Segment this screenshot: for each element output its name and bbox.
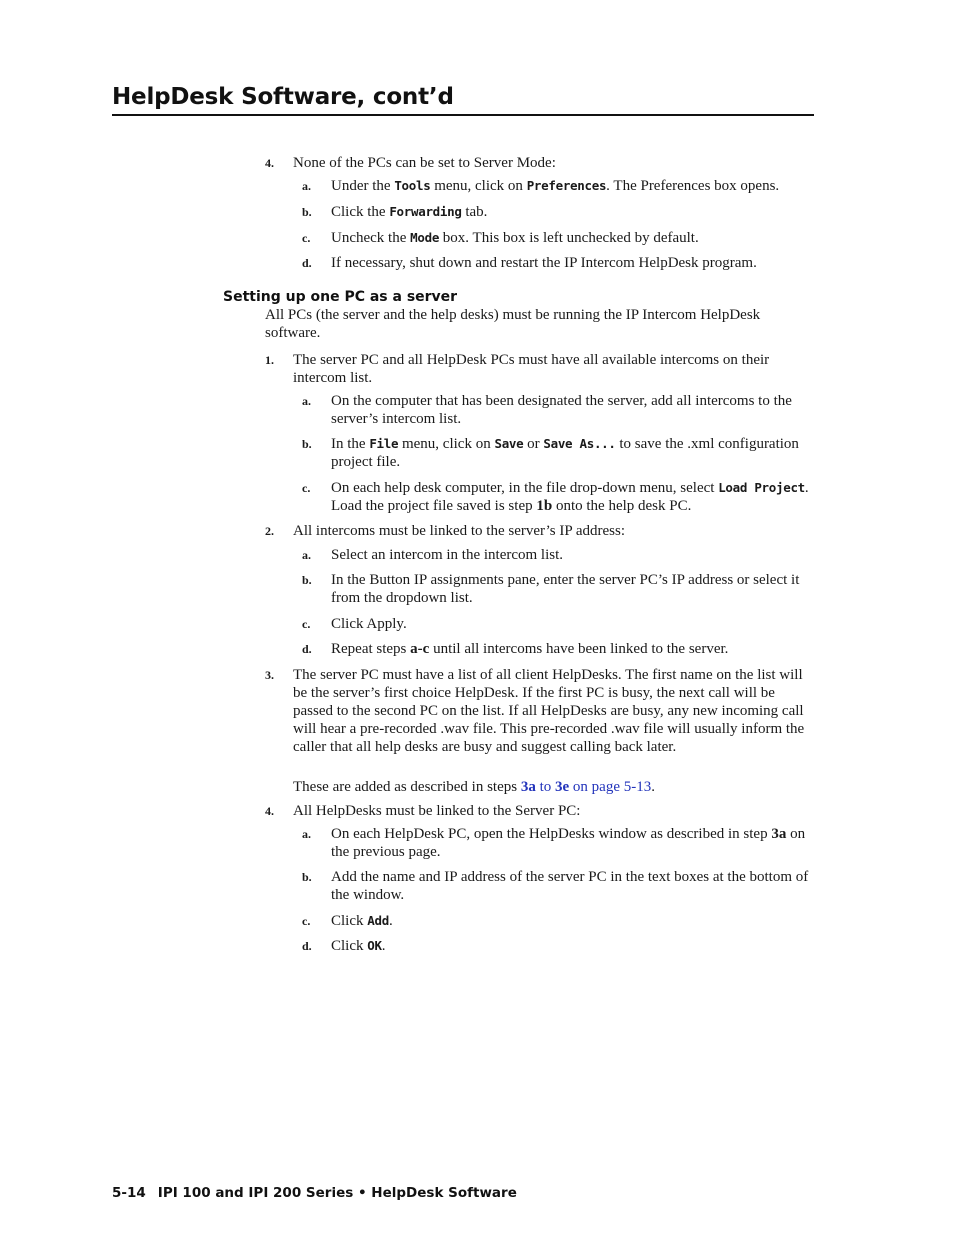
substep-letter: a. [302, 827, 311, 841]
substep-text: In the Button IP assignments pane, enter the server PC’s IP address or select it from the dropdown list. [331, 572, 800, 606]
substep-text: Add the name and IP address of the server PC in the text boxes at the bottom of the window. [331, 869, 809, 903]
step-text: The server PC must have a list of all client HelpDesks. The first name on the list will be the server’s first choice HelpDesk. If the first PC is busy, the next call will be passed to the second PC on the list. If all HelpDesks are busy, any new incoming call will hear a pre-recorded .wav file. This pre-recorded .wav file will usually inform the caller that all help desks are busy and suggest calling back later. [293, 667, 805, 755]
substep-letter: a. [302, 548, 311, 562]
step-number: 4. [265, 156, 274, 170]
substep-letter: a. [302, 394, 311, 408]
menu-save-label: Save [494, 436, 524, 451]
step-text: The server PC and all HelpDesk PCs must have all available intercoms on their intercom list. [293, 352, 770, 386]
substep-letter: a. [302, 179, 311, 193]
section-intro: All PCs (the server and the help desks) must be running the IP Intercom HelpDesk software. [265, 307, 761, 341]
link-step-3e[interactable]: 3e [555, 779, 570, 795]
link-to-text[interactable]: to [535, 779, 555, 795]
substep-letter: d. [302, 256, 312, 270]
step-3-note: These are added as described in steps 3a to 3e on page 5-13. [293, 779, 655, 795]
substep-letter: c. [302, 481, 311, 495]
step-reference: a-c [410, 641, 430, 657]
link-page-5-13[interactable]: on page 5-13 [569, 779, 652, 795]
mode-checkbox-label: Mode [410, 230, 440, 245]
menu-save-as-label: Save As... [543, 436, 616, 451]
substep-letter: c. [302, 914, 311, 928]
add-button-label: Add [367, 913, 389, 928]
substep-text: Click Apply. [331, 616, 407, 632]
substep-letter: b. [302, 870, 312, 884]
substep-letter: b. [302, 205, 312, 219]
menu-preferences-label: Preferences [526, 178, 607, 193]
substep-letter: c. [302, 231, 311, 245]
substep-text: On each help desk computer, in the file drop-down menu, select Load Project. Load the project file saved is step 1b onto the help desk PC. [331, 480, 809, 514]
page-footer [112, 1185, 517, 1201]
menu-file-label: File [369, 436, 399, 451]
substep-text: Click the Forwarding tab. [331, 204, 488, 220]
tab-forwarding-label: Forwarding [389, 204, 462, 219]
footer-text: IPI 100 and IPI 200 Series • HelpDesk Software [157, 1185, 517, 1201]
page-number: 5-14 [112, 1185, 146, 1201]
substep-text: Under the Tools menu, click on Preferences. The Preferences box opens. [331, 178, 780, 194]
substep-text: In the File menu, click on Save or Save As... to save the .xml configuration project file. [331, 436, 799, 470]
substep-text: On each HelpDesk PC, open the HelpDesks window as described in step 3a on the previous page. [331, 826, 806, 860]
step-number: 4. [265, 804, 274, 818]
step-text: All intercoms must be linked to the server’s IP address: [293, 523, 626, 539]
step-number: 2. [265, 524, 274, 538]
substep-letter: d. [302, 939, 312, 953]
menu-load-project-label: Load Project [718, 480, 805, 495]
substep-text: Select an intercom in the intercom list. [331, 547, 564, 563]
substep-letter: d. [302, 642, 312, 656]
substep-text: Click Add. [331, 913, 393, 929]
substep-text: On the computer that has been designated the server, add all intercoms to the server’s intercom list. [331, 393, 792, 427]
substep-text: Repeat steps a-c until all intercoms have been linked to the server. [331, 641, 729, 657]
substep-letter: b. [302, 437, 312, 451]
step-text: None of the PCs can be set to Server Mode: [293, 155, 556, 171]
step-number: 3. [265, 668, 274, 682]
substep-text: Uncheck the Mode box. This box is left unchecked by default. [331, 230, 699, 246]
menu-tools-label: Tools [394, 178, 431, 193]
header-divider [112, 114, 814, 116]
substep-letter: c. [302, 617, 311, 631]
substep-text: Click OK. [331, 938, 386, 954]
step-number: 1. [265, 353, 274, 367]
section-heading: Setting up one PC as a server [223, 289, 458, 305]
step-text: All HelpDesks must be linked to the Server PC: [293, 803, 581, 819]
link-step-3a[interactable]: 3a [520, 779, 536, 795]
step-reference: 1b [536, 498, 553, 514]
substep-letter: b. [302, 573, 312, 587]
substep-text: If necessary, shut down and restart the IP Intercom HelpDesk program. [331, 255, 757, 271]
step-reference: 3a [771, 826, 787, 842]
page-header-title: HelpDesk Software, cont’d [112, 84, 454, 110]
ok-button-label: OK [367, 938, 382, 953]
